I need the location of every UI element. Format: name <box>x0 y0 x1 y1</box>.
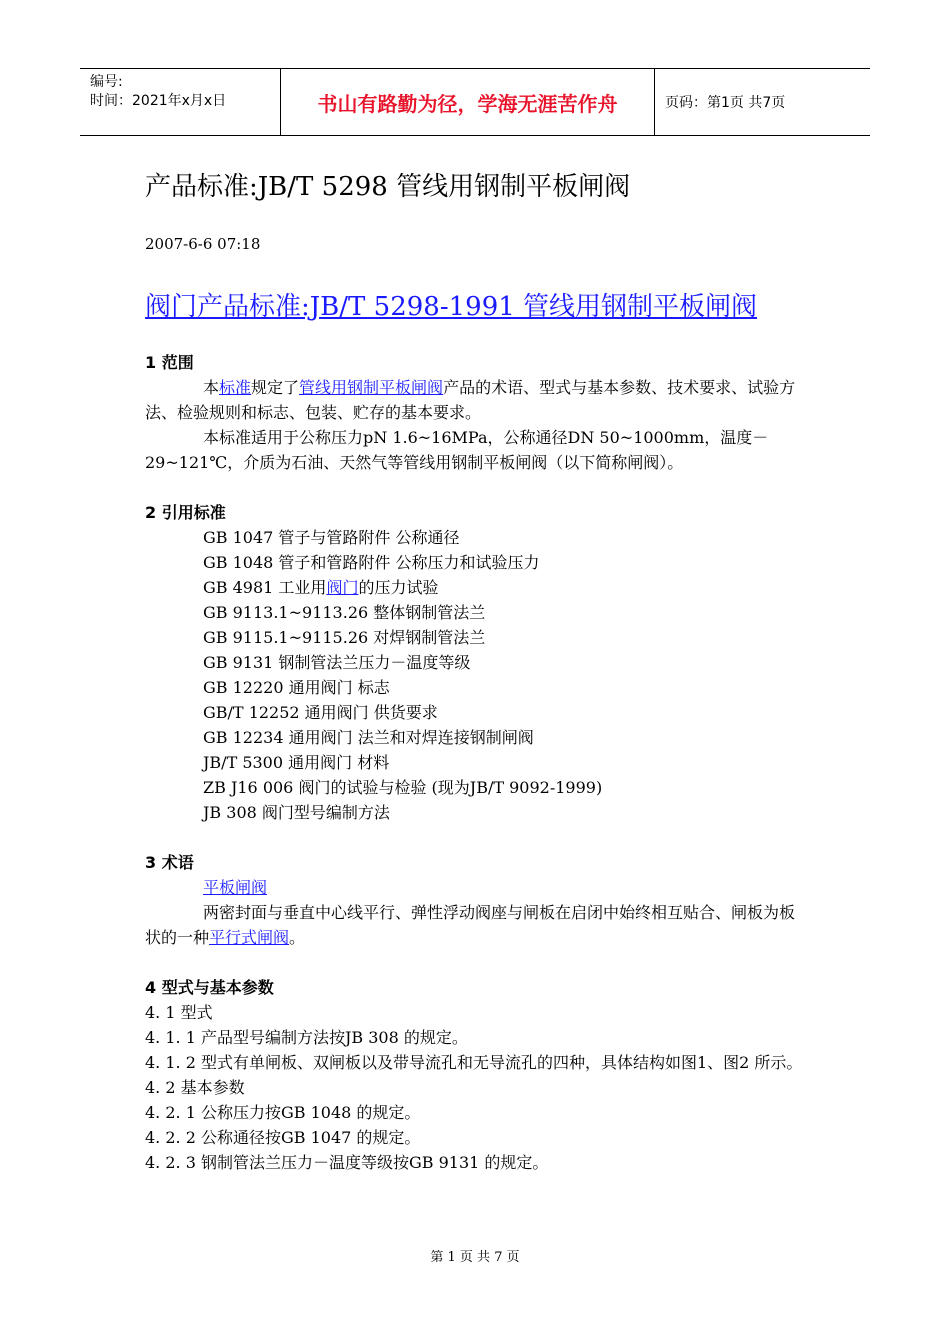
post-date: 2007-6-6 07:18 <box>145 235 261 253</box>
link-flat-gate-valve[interactable]: 平板闸阀 <box>203 878 268 897</box>
reference-item: GB 9113.1~9113.26 整体钢制管法兰 <box>203 603 486 622</box>
page-footer: 第 1 页 共 7 页 <box>430 1250 520 1265</box>
time-label: 时间：2021年x月x日 <box>90 93 227 109</box>
reference-item: GB 12234 通用阀门 法兰和对焊连接钢制闸阀 <box>203 728 534 747</box>
number-label: 编号: <box>90 74 123 90</box>
page-title: 产品标准:JB/T 5298 管线用钢制平板闸阀 <box>145 172 631 202</box>
header-motto: 书山有路勤为径，学海无涯苦作舟 <box>281 69 655 135</box>
reference-item: GB/T 12252 通用阀门 供货要求 <box>203 703 438 722</box>
text-span: 两密封面与垂直中心线平行、弹性浮动阀座与闸板在启闭中始终相互贴合、闸板为板状的一种 <box>145 903 796 947</box>
text-span: GB 4981 工业用 <box>203 578 327 597</box>
section-heading-terms: 3 术语 <box>145 853 194 872</box>
section-heading-scope: 1 范围 <box>145 353 194 372</box>
reference-item: JB 308 阀门型号编制方法 <box>203 803 390 822</box>
text-span: 的压力试验 <box>358 578 439 597</box>
document-body <box>145 350 805 1175</box>
header-meta <box>80 69 281 135</box>
document-header <box>80 68 870 136</box>
reference-item: GB 1048 管子和管路附件 公称压力和试验压力 <box>203 553 540 572</box>
standard-title-link[interactable]: 阀门产品标准:JB/T 5298-1991 管线用钢制平板闸阀 <box>145 292 758 322</box>
text-span: 本 <box>203 378 220 397</box>
link-parallel-gate-valve[interactable]: 平行式闸阀 <box>209 928 290 947</box>
clause-line: 4. 1. 2 型式有单闸板、双闸板以及带导流孔和无导流孔的四种，具体结构如图1、图2 所示。 <box>145 1053 803 1072</box>
section-heading-references: 2 引用标准 <box>145 503 226 522</box>
header-page-info: 页码：第1页 共7页 <box>665 95 786 111</box>
section-heading-types: 4 型式与基本参数 <box>145 978 274 997</box>
link-valve[interactable]: 阀门 <box>326 578 359 597</box>
link-pipeline-gate-valve[interactable]: 管线用钢制平板闸阀 <box>299 378 444 397</box>
reference-item: GB 9115.1~9115.26 对焊钢制管法兰 <box>203 628 486 647</box>
clause-line: 4. 2. 1 公称压力按GB 1048 的规定。 <box>145 1103 421 1122</box>
clause-line: 4. 1. 1 产品型号编制方法按JB 308 的规定。 <box>145 1028 468 1047</box>
term-definition <box>145 900 805 950</box>
text-span: 。 <box>289 928 306 947</box>
reference-item: ZB J16 006 阀门的试验与检验 (现为JB/T 9092-1999) <box>203 778 603 797</box>
scope-paragraph-1 <box>145 375 805 425</box>
scope-paragraph-2: 本标准适用于公称压力pN 1.6~16MPa，公称通径DN 50~1000mm，温度－29~121℃，介质为石油、天然气等管线用钢制平板闸阀（以下简称闸阀）。 <box>145 428 769 472</box>
clause-line: 4. 2. 2 公称通径按GB 1047 的规定。 <box>145 1128 421 1147</box>
clause-line: 4. 2. 3 钢制管法兰压力－温度等级按GB 9131 的规定。 <box>145 1153 549 1172</box>
clause-line: 4. 2 基本参数 <box>145 1078 245 1097</box>
reference-item: GB 1047 管子与管路附件 公称通径 <box>203 528 460 547</box>
text-span: 产品的术语、型式与基本参数、技术要求、试验方法、检验规则和标志、包装、贮存的基本要求。 <box>145 378 796 422</box>
clause-line: 4. 1 型式 <box>145 1003 213 1022</box>
link-standard[interactable]: 标准 <box>219 378 252 397</box>
reference-item <box>145 575 805 600</box>
spacer <box>145 475 805 500</box>
text-span: 规定了 <box>251 378 300 397</box>
reference-item: GB 9131 钢制管法兰压力－温度等级 <box>203 653 471 672</box>
spacer <box>145 825 805 850</box>
spacer <box>145 950 805 975</box>
reference-item: GB 12220 通用阀门 标志 <box>203 678 390 697</box>
reference-item: JB/T 5300 通用阀门 材料 <box>203 753 390 772</box>
term-line <box>145 875 805 900</box>
